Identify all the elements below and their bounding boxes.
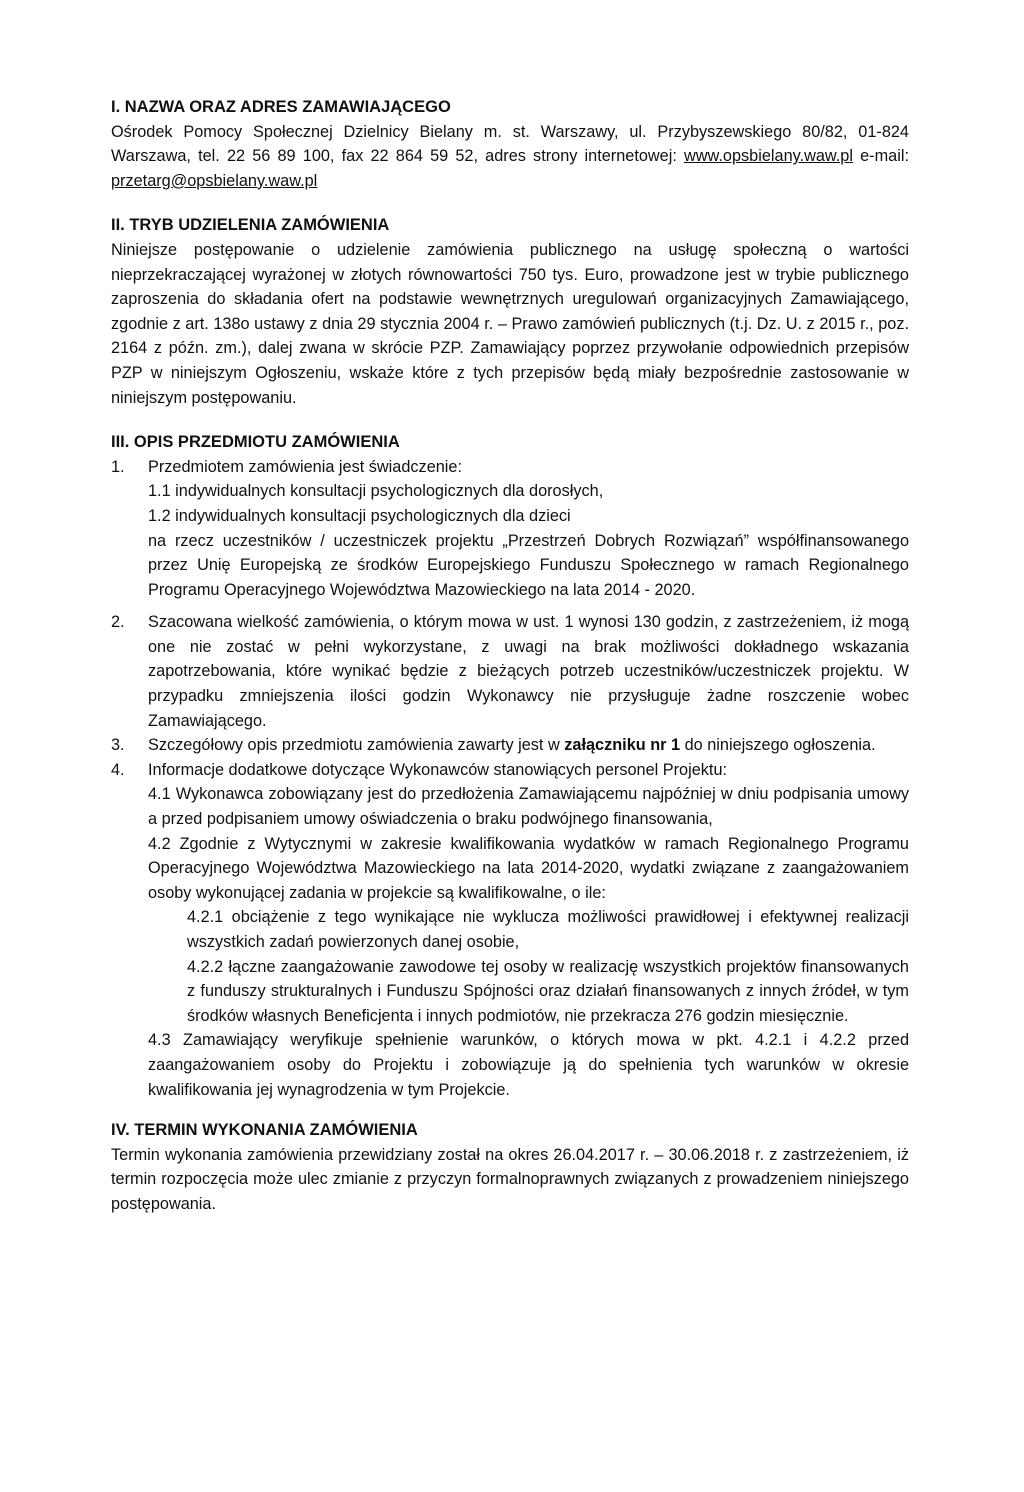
section-execution-period <box>111 1118 909 1216</box>
document-body <box>111 95 909 1237</box>
sub-item: 1.1 indywidualnych konsultacji psychologicznych dla dorosłych, <box>148 482 604 501</box>
section-heading: IV. TERMIN WYKONANIA ZAMÓWIENIA <box>111 1121 418 1140</box>
list-item <box>111 758 909 1102</box>
list-item-number: 2. <box>111 613 125 632</box>
list-item-number: 1. <box>111 457 125 476</box>
procedure-mode-text: Niniejsze postępowanie o udzielenie zamówienia publicznego na usługę społeczną o wartości nieprzekraczającej wyrażonej w złotych równowartości 750 tys. Euro, prowadzone jest w trybie publicznego zaproszenia do składania ofert na podstawie wewnętrznych uregulowań organizacyjnych Zamawiającego, zgodnie z art. 138o ustawy z dnia 29 stycznia 2004 r. – Prawo zamówień publicznych (t.j. Dz. U. z 2015 r., poz. 2164 z późn. zm.), dalej zwana w skrócie PZP. Zamawiający poprzez przywołanie odpowiednich przepisów PZP w niniejszym Ogłoszeniu, wskaże które z tych przepisów będą miały bezpośrednie zastosowanie w niniejszym postępowaniu. <box>111 240 909 407</box>
list-item-text: Informacje dodatkowe dotyczące Wykonawców stanowiących personel Projektu: <box>148 760 728 779</box>
email-link[interactable]: przetarg@opsbielany.waw.pl <box>111 171 318 190</box>
execution-period-text: Termin wykonania zamówienia przewidziany został na okres 26.04.2017 r. – 30.06.2018 r. z zastrzeżeniem, iż termin rozpoczęcia może ulec zmianie z przyczyn formalnoprawnych związanych z prowadzeniem niniejszego postępowania. <box>111 1145 909 1213</box>
text-part: do niniejszego ogłoszenia. <box>680 736 876 755</box>
sub-item: 4.1 Wykonawca zobowiązany jest do przedłożenia Zamawiającemu najpóźniej w dniu podpisania umowy a przed podpisaniem umowy oświadczenia o braku podwójnego finansowania, <box>148 785 909 829</box>
list-item-text: Szacowana wielkość zamówienia, o którym mowa w ust. 1 wynosi 130 godzin, z zastrzeżeniem, iż mogą one nie zostać w pełni wykorzystane, z uwagi na brak możliwości dokładnego wskazania zapotrzebowania, które wynikać będzie z bieżących potrzeb uczestników/uczestniczek projektu. W przypadku zmniejszenia ilości godzin Wykonawcy nie przysługuje żadne roszczenie wobec Zamawiającego. <box>148 613 909 730</box>
address-text: Ośrodek Pomocy Społecznej Dzielnicy Bielany m. st. Warszawy, ul. Przybyszewskiego 80/82, 01-824 Warszawa, tel. 22 56 89 100, fax 22 864 59 52, adres strony internetowej: <box>111 122 909 166</box>
sub-item: 4.3 Zamawiający weryfikuje spełnienie warunków, o których mowa w pkt. 4.2.1 i 4.2.2 przed zaangażowaniem osoby do Projektu i zobowiązuje ją do spełnienia tych warunków w okresie kwalifikowania jej wynagrodzenia w tym Projekcie. <box>148 1031 909 1099</box>
list-item-text <box>148 733 909 758</box>
sub-sub-item: 4.2.1 obciążenie z tego wynikające nie wyklucza możliwości prawidłowej i efektywnej realizacji wszystkich zadań powierzonych danej osobie, <box>187 908 909 951</box>
section-heading: II. TRYB UDZIELENIA ZAMÓWIENIA <box>111 216 390 235</box>
website-link[interactable]: www.opsbielany.waw.pl <box>684 147 853 166</box>
list-item-number: 3. <box>111 736 125 755</box>
sub-item-text: na rzecz uczestników / uczestniczek projektu „Przestrzeń Dobrych Rozwiązań” współfinansowanego przez Unię Europejską ze środków Europejskiego Funduszu Społecznego w ramach Regionalnego Programu Operacyjnego Województwa Mazowieckiego na lata 2014 - 2020. <box>148 531 909 599</box>
contracting-authority-address <box>111 120 909 194</box>
sub-sub-item: 4.2.2 łączne zaangażowanie zawodowe tej osoby w realizację wszystkich projektów finansowanych z funduszy strukturalnych i Funduszu Spójności oraz działań finansowanych z innych źródeł, w tym środków własnych Beneficjenta i innych podmiotów, nie przekracza 276 godzin miesięcznie. <box>187 957 909 1025</box>
attachment-reference: załączniku nr 1 <box>564 736 681 755</box>
section-procedure-mode <box>111 213 909 410</box>
list-item <box>111 455 909 603</box>
list-item <box>111 610 909 733</box>
sub-item: 1.2 indywidualnych konsultacji psychologicznych dla dzieci <box>148 506 571 525</box>
section-subject-description <box>111 430 909 1102</box>
list-item-number: 4. <box>111 760 125 779</box>
text-part: Szczegółowy opis przedmiotu zamówienia zawarty jest w <box>148 736 565 755</box>
list-item-text: Przedmiotem zamówienia jest świadczenie: <box>148 457 462 476</box>
email-label: e-mail: <box>852 147 909 166</box>
list-item <box>111 733 909 758</box>
section-heading: III. OPIS PRZEDMIOTU ZAMÓWIENIA <box>111 433 400 452</box>
sub-item: 4.2 Zgodnie z Wytycznymi w zakresie kwalifikowania wydatków w ramach Regionalnego Programu Operacyjnego Województwa Mazowieckiego na lata 2014-2020, wydatki związane z zaangażowaniem osoby wykonującej zadania w projekcie są kwalifikowalne, o ile: <box>148 834 909 902</box>
section-heading: I. NAZWA ORAZ ADRES ZAMAWIAJĄCEGO <box>111 98 451 116</box>
section-contracting-authority <box>111 95 909 193</box>
